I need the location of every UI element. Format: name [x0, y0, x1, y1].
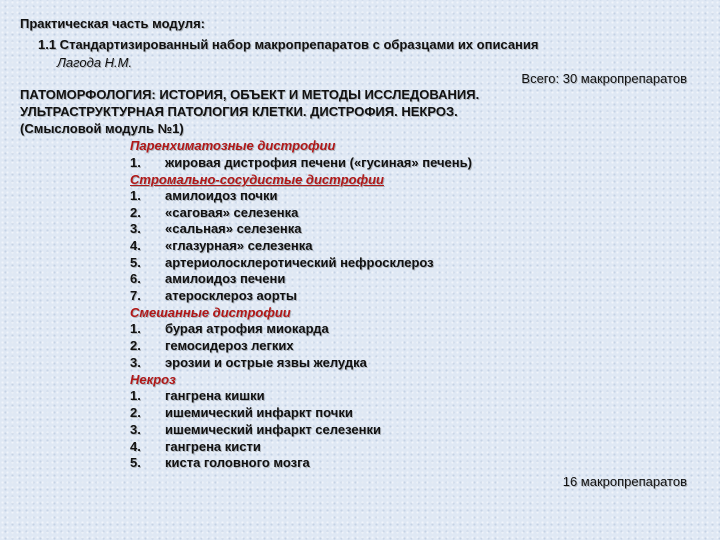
item-text: ишемический инфаркт селезенки [165, 422, 381, 437]
item-number: 5. [130, 255, 141, 270]
item-text: гемосидероз легких [165, 338, 294, 353]
item-number: 3. [130, 422, 141, 437]
item-text: киста головного мозга [165, 455, 310, 470]
module-title: Практическая часть модуля: [20, 16, 205, 31]
item-text: «глазурная» селезенка [165, 238, 313, 253]
item-text: амилоидоз почки [165, 188, 278, 203]
item-text: атеросклероз аорты [165, 288, 297, 303]
item-number: 1. [130, 155, 141, 170]
item-number: 3. [130, 355, 141, 370]
item-text: «саговая» селезенка [165, 205, 299, 220]
item-text: «сальная» селезенка [165, 221, 302, 236]
section-title: Стромально-сосудистые дистрофии [130, 172, 384, 187]
module-reference: (Смысловой модуль №1) [20, 121, 184, 136]
subtitle: 1.1 Стандартизированный набор макропрепаратов с образцами их описания [38, 37, 539, 52]
section-title: Некроз [130, 372, 176, 387]
item-text: эрозии и острые язвы желудка [165, 355, 367, 370]
topic-line-1: ПАТОМОРФОЛОГИЯ: ИСТОРИЯ, ОБЪЕКТ И МЕТОДЫ ИССЛЕДОВАНИЯ. [20, 87, 480, 102]
section-title: Паренхиматозные дистрофии [130, 138, 336, 153]
item-number: 2. [130, 205, 141, 220]
footer-count: 16 макропрепаратов [562, 474, 687, 489]
item-number: 1. [130, 321, 141, 336]
section-title: Смешанные дистрофии [130, 305, 291, 320]
author: Лагода Н.М. [57, 55, 133, 70]
item-text: ишемический инфаркт почки [165, 405, 353, 420]
item-number: 1. [130, 388, 141, 403]
item-text: гангрена кисти [165, 439, 261, 454]
item-number: 6. [130, 271, 141, 286]
item-number: 4. [130, 238, 141, 253]
item-number: 1. [130, 188, 141, 203]
topic-line-2: УЛЬТРАСТРУКТУРНАЯ ПАТОЛОГИЯ КЛЕТКИ. ДИСТРОФИЯ. НЕКРОЗ. [20, 104, 458, 119]
item-text: гангрена кишки [165, 388, 265, 403]
item-number: 5. [130, 455, 141, 470]
item-text: амилоидоз печени [165, 271, 286, 286]
item-text: жировая дистрофия печени («гусиная» печень) [165, 155, 472, 170]
item-number: 4. [130, 439, 141, 454]
item-number: 3. [130, 221, 141, 236]
item-number: 2. [130, 338, 141, 353]
item-text: артериолосклеротический нефросклероз [165, 255, 434, 270]
item-number: 2. [130, 405, 141, 420]
item-text: бурая атрофия миокарда [165, 321, 329, 336]
item-number: 7. [130, 288, 141, 303]
total-count: Всего: 30 макропрепаратов [521, 71, 687, 86]
